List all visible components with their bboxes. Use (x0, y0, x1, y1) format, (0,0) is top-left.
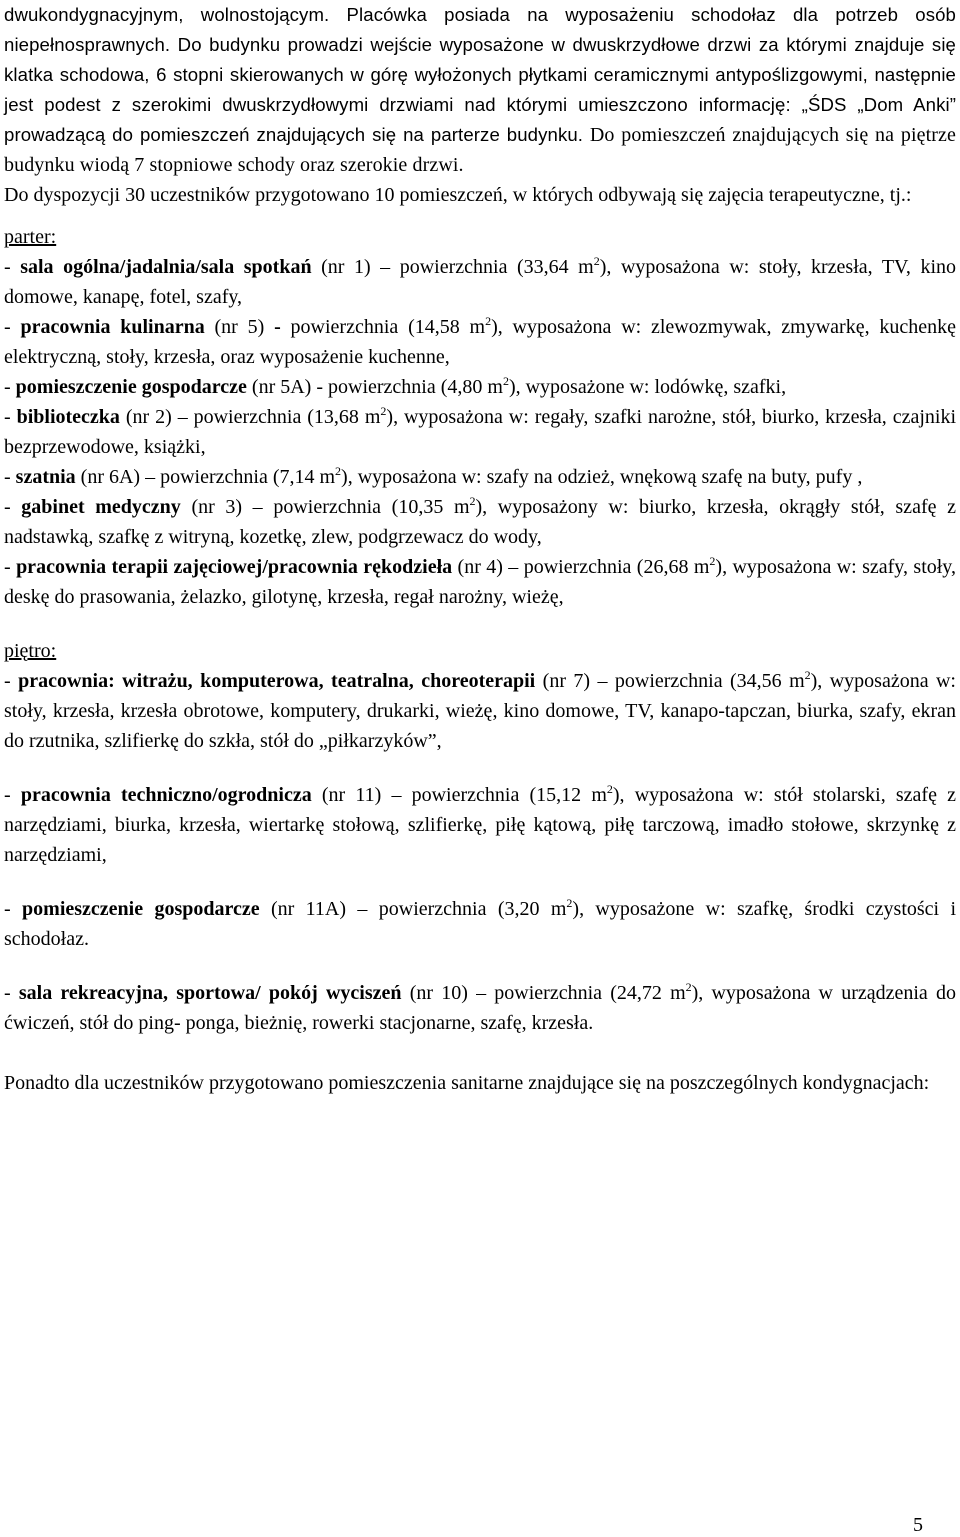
room-item (4, 312, 956, 372)
superscript: 2 (804, 668, 811, 682)
room-item (4, 372, 956, 402)
room-item (4, 492, 956, 552)
room-text: - (4, 670, 19, 692)
room-text: (nr 5) (204, 316, 275, 338)
room-text: ), wyposażona w urządzenia do ćwiczeń, stół do ping- ponga, bieżnię, rowerki stacjonarne, szafę, krzesła. (4, 982, 956, 1034)
room-name: szatnia (15, 466, 76, 488)
room-name: pracownia: witrażu, komputerowa, teatralna, choreoterapii (18, 670, 536, 692)
room-text: (nr 4) – powierzchnia (26,68 m (452, 556, 710, 578)
room-name: pomieszczenie gospodarcze (15, 376, 247, 398)
room-text: ), wyposażone w: lodówkę, szafki, (508, 376, 787, 398)
intro-paragraph-2: Do dyspozycji 30 uczestników przygotowano 10 pomieszczeń, w których odbywają się zajęcia terapeutyczne, tj.: (4, 184, 912, 206)
room-name: pracownia kulinarna (20, 316, 205, 338)
room-item (4, 978, 956, 1038)
room-text: - (4, 316, 21, 338)
room-text: ), wyposażona w: stoły, krzesła, TV, kino domowe, kanapę, fotel, szafy, (4, 256, 956, 308)
room-text: ), wyposażona w: regały, szafki narożne, stół, biurko, krzesła, czajniki bezprzewodowe, książki, (4, 406, 956, 458)
section-heading-pietro: piętro: (4, 640, 57, 662)
room-text: (nr 6A) – powierzchnia (7,14 m (75, 466, 336, 488)
room-name: pracownia terapii zajęciowej/pracownia rękodzieła (16, 556, 453, 578)
room-text: ), wyposażona w: szafy, stoły, deskę do prasowania, żelazko, gilotynę, krzesła, regał narożny, wieżę, (4, 556, 957, 608)
room-text: ), wyposażona w: zlewozmywak, zmywarkę, kuchenkę elektryczną, stoły, krzesła, oraz wyposażenie kuchenne, (4, 316, 956, 368)
room-item (4, 780, 956, 870)
room-name: pracownia techniczno/ogrodnicza (20, 784, 312, 806)
superscript: 2 (469, 494, 476, 508)
room-text: - (4, 898, 23, 920)
room-text: ), wyposażone w: szafkę, środki czystości i schodołaz. (4, 898, 957, 950)
superscript: 2 (335, 464, 342, 478)
room-name: sala ogólna/jadalnia/sala spotkań (20, 256, 312, 278)
room-text: - (4, 496, 22, 518)
room-text: ), wyposażony w: biurko, krzesła, okrągły stół, szafę z nadstawką, szafkę z witryną, kozetkę, zlew, podgrzewacz do wody, (4, 496, 956, 548)
superscript: 2 (485, 314, 492, 328)
room-text: (nr 1) – powierzchnia (33,64 m (311, 256, 594, 278)
room-item (4, 402, 956, 462)
room-item (4, 894, 956, 954)
room-text: - (4, 376, 16, 398)
parter-room-list (4, 252, 956, 612)
room-text: - (4, 784, 21, 806)
room-text: (nr 3) – powierzchnia (10,35 m (180, 496, 470, 518)
room-text: - (4, 556, 17, 578)
room-text: - (4, 466, 16, 488)
pietro-room-list (4, 666, 956, 1038)
room-text: (nr 11A) – powierzchnia (3,20 m (259, 898, 567, 920)
room-name: biblioteczka (16, 406, 120, 428)
superscript: 2 (685, 980, 692, 994)
room-text: ), wyposażona w: stół stolarski, szafę z narzędziami, biurka, krzesła, wiertarkę stołową, szlifierkę, piłę kątową, piłę tarczową, imadło stołowe, skrzynkę z narzędziami, (4, 784, 956, 866)
room-item (4, 666, 956, 756)
room-text: (nr 11) – powierzchnia (15,12 m (311, 784, 607, 806)
superscript: 2 (606, 782, 613, 796)
room-item (4, 552, 956, 612)
room-text: powierzchnia (14,58 m (280, 316, 486, 338)
section-heading-parter: parter: (4, 226, 57, 248)
room-text: (nr 10) – powierzchnia (24,72 m (401, 982, 686, 1004)
page-number: 5 (913, 1514, 923, 1536)
superscript: 2 (502, 374, 509, 388)
closing-paragraph: Ponadto dla uczestników przygotowano pomieszczenia sanitarne znajdujące się na poszczególnych kondygnacjach: (4, 1072, 930, 1094)
room-text: - (274, 316, 281, 338)
room-text: - (4, 256, 21, 278)
intro-text-serif: Do pomieszczeń znajdujących się na piętrze budynku wiodą 7 stopniowe schody oraz szerokie drzwi. (4, 124, 956, 176)
room-name: gabinet medyczny (21, 496, 181, 518)
room-item (4, 462, 956, 492)
room-text: (nr 7) – powierzchnia (34,56 m (535, 670, 805, 692)
room-text: ), wyposażona w: szafy na odzież, wnękową szafę na buty, pufy , (341, 466, 863, 488)
superscript: 2 (380, 404, 387, 418)
superscript: 2 (566, 896, 573, 910)
room-name: sala rekreacyjna, sportowa/ pokój wyciszeń (18, 982, 402, 1004)
room-text: ), wyposażona w: stoły, krzesła, krzesła obrotowe, komputery, drukarki, wieżę, kino domowe, TV, kanapo-tapczan, biurka, szafy, ekran do rzutnika, szlifierkę do szkła, stół do „piłkarzyków”, (4, 670, 956, 752)
document-page (4, 0, 956, 1098)
room-text: (nr 5A) - powierzchnia (4,80 m (246, 376, 503, 398)
room-text: (nr 2) – powierzchnia (13,68 m (119, 406, 381, 428)
superscript: 2 (709, 554, 716, 568)
room-item (4, 252, 956, 312)
intro-text-sans: dwukondygnacyjnym, wolnostojącym. Placówka posiada na wyposażeniu schodołaz dla potrzeb osób niepełnosprawnych. Do budynku prowadzi wejście wyposażone w dwuskrzydłowe drzwi za którymi znajduje się klatka schodowa, 6 stopni skierowanych w górę wyłożonych płytkami ceramicznymi antypoślizgowymi, następnie jest podest z szerokimi dwuskrzydłowymi drzwiami nad którymi umieszczono informację: „ŚDS „Dom Anki” prowadzącą do pomieszczeń znajdujących się na parterze budynku. (4, 4, 956, 145)
room-name: pomieszczenie gospodarcze (22, 898, 260, 920)
room-text: - (4, 982, 19, 1004)
intro-paragraph (4, 0, 956, 180)
superscript: 2 (593, 254, 600, 268)
room-text: - (4, 406, 17, 428)
